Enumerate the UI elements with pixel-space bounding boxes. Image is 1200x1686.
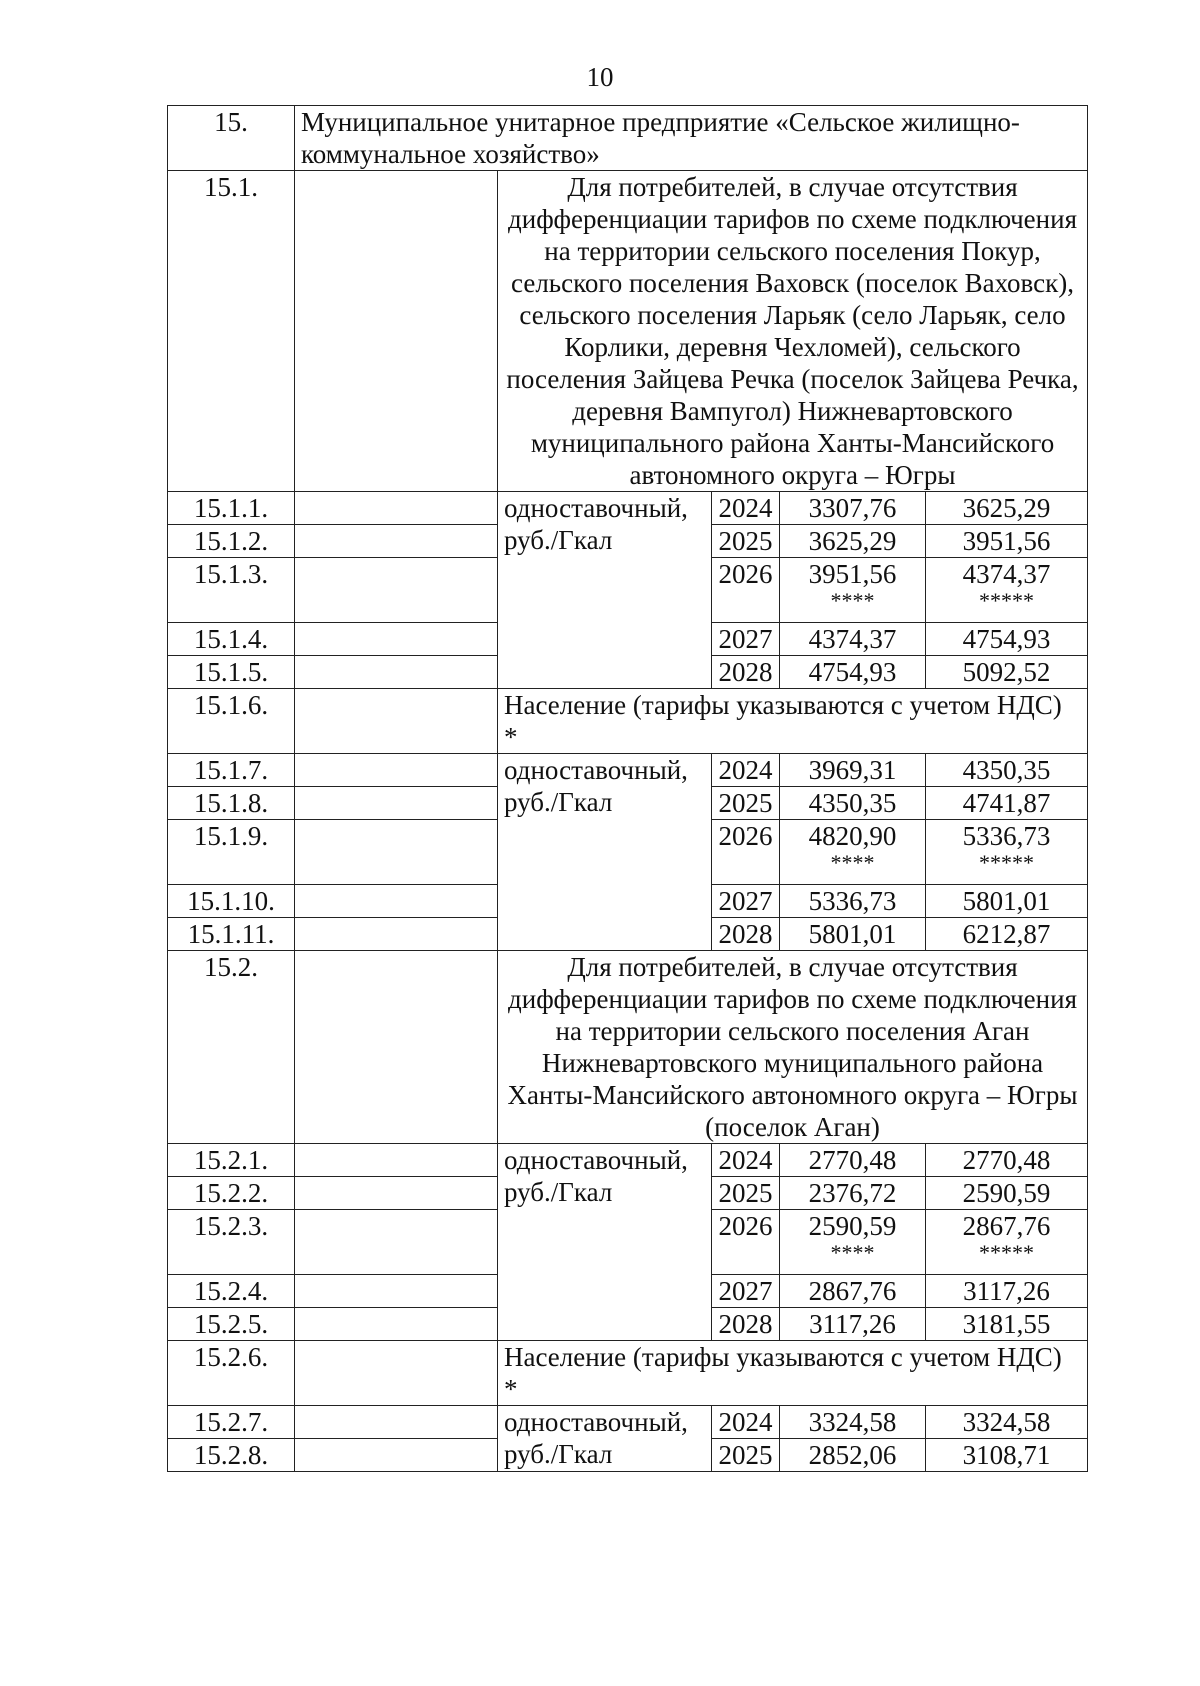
section-row [168, 171, 1088, 492]
tariff-value [780, 820, 926, 885]
row-number: 15.1.6. [168, 689, 295, 754]
tariff-value [780, 787, 926, 820]
empty-cell [295, 951, 498, 1144]
empty-cell [295, 1177, 498, 1210]
empty-cell [295, 918, 498, 951]
tariff-value [926, 1308, 1088, 1341]
row-number: 15.1. [168, 171, 295, 492]
tariff-value-text: 5801,01 [962, 886, 1051, 916]
tariff-value [926, 787, 1088, 820]
tariff-value [780, 1439, 926, 1472]
table-row [168, 492, 1088, 525]
tariff-value-text: 4754,93 [808, 657, 897, 687]
empty-cell [295, 1406, 498, 1439]
year-cell: 2026 [712, 1210, 780, 1275]
tariff-value [926, 885, 1088, 918]
tariff-value-text: 4741,87 [962, 788, 1051, 818]
tariff-value [926, 525, 1088, 558]
tariff-value-text: 3108,71 [962, 1440, 1051, 1470]
tariff-value-text: 3625,29 [808, 526, 897, 556]
empty-cell [295, 492, 498, 525]
year-cell: 2024 [712, 754, 780, 787]
row-number: 15.1.11. [168, 918, 295, 951]
row-number: 15.1.9. [168, 820, 295, 885]
year-cell: 2026 [712, 820, 780, 885]
empty-cell [295, 623, 498, 656]
section-title: Для потребителей, в случае отсутствия дифференциации тарифов по схеме подключения на территории сельского поселения Покур, сельского поселения Ваховск (поселок Ваховск), сельского поселения Ларьяк (село Ларьяк, село Корлики, деревня Чехломей), сельского поселения Зайцева Речка (поселок Зайцева Речка, деревня Вампугол) Нижневартовского муниципального района Ханты-Мансийского автономного округа – Югры [498, 171, 1088, 492]
row-number: 15.1.1. [168, 492, 295, 525]
empty-cell [295, 820, 498, 885]
tariff-value-text: 4350,35 [962, 755, 1051, 785]
tariff-value-text: 2590,59 [808, 1211, 897, 1241]
year-cell: 2025 [712, 525, 780, 558]
row-number: 15.2.8. [168, 1439, 295, 1472]
tariff-value [780, 1177, 926, 1210]
population-title: Население (тарифы указываются с учетом НДС) * [498, 1341, 1088, 1406]
row-number: 15.1.7. [168, 754, 295, 787]
tariff-value-text: 5336,73 [962, 821, 1051, 851]
org-row [168, 106, 1088, 171]
table-row [168, 1406, 1088, 1439]
tariff-value-text: 5801,01 [808, 919, 897, 949]
footnote-mark: **** [830, 588, 875, 613]
year-cell: 2028 [712, 1308, 780, 1341]
tariff-value [926, 656, 1088, 689]
tariff-value [780, 1275, 926, 1308]
section-row [168, 951, 1088, 1144]
tariff-value [926, 1406, 1088, 1439]
tariff-value [780, 1144, 926, 1177]
empty-cell [295, 171, 498, 492]
tariff-value-text: 4374,37 [962, 559, 1051, 589]
row-number: 15.1.2. [168, 525, 295, 558]
tariff-type: одноставочный, руб./Гкал [498, 1144, 712, 1341]
year-cell: 2028 [712, 918, 780, 951]
row-number: 15. [168, 106, 295, 171]
footnote-mark: **** [830, 1240, 875, 1265]
year-cell: 2024 [712, 1144, 780, 1177]
tariff-value [780, 525, 926, 558]
tariff-value [780, 1406, 926, 1439]
empty-cell [295, 558, 498, 623]
empty-cell [295, 1275, 498, 1308]
tariff-value-text: 3951,56 [808, 559, 897, 589]
year-cell: 2027 [712, 623, 780, 656]
row-number: 15.1.4. [168, 623, 295, 656]
empty-cell [295, 754, 498, 787]
row-number: 15.2.1. [168, 1144, 295, 1177]
tariff-value [780, 885, 926, 918]
row-number: 15.2.5. [168, 1308, 295, 1341]
tariff-value [926, 820, 1088, 885]
tariff-value-text: 3625,29 [962, 493, 1051, 523]
tariff-value-text: 3324,58 [808, 1407, 897, 1437]
empty-cell [295, 885, 498, 918]
tariff-value-text: 3324,58 [962, 1407, 1051, 1437]
tariff-value [926, 1210, 1088, 1275]
org-title: Муниципальное унитарное предприятие «Сельское жилищно-коммунальное хозяйство» [295, 106, 1088, 171]
tariff-value [926, 492, 1088, 525]
row-number: 15.2.6. [168, 1341, 295, 1406]
row-number: 15.2.2. [168, 1177, 295, 1210]
section-title: Для потребителей, в случае отсутствия дифференциации тарифов по схеме подключения на территории сельского поселения Аган Нижневартовского муниципального района Ханты-Мансийского автономного округа – Югры (поселок Аган) [498, 951, 1088, 1144]
tariff-value-text: 4350,35 [808, 788, 897, 818]
year-cell: 2024 [712, 492, 780, 525]
tariff-value-text: 5092,52 [962, 657, 1051, 687]
row-number: 15.2.7. [168, 1406, 295, 1439]
tariff-value-text: 2770,48 [808, 1145, 897, 1175]
empty-cell [295, 1210, 498, 1275]
row-number: 15.1.8. [168, 787, 295, 820]
tariff-value [926, 1439, 1088, 1472]
tariff-value-text: 4754,93 [962, 624, 1051, 654]
empty-cell [295, 1341, 498, 1406]
footnote-mark: ***** [979, 850, 1034, 875]
population-row [168, 1341, 1088, 1406]
tariff-value [926, 918, 1088, 951]
row-number: 15.1.3. [168, 558, 295, 623]
footnote-mark: ***** [979, 588, 1034, 613]
tariff-value-text: 4374,37 [808, 624, 897, 654]
page-number: 10 [586, 62, 614, 92]
tariff-value-text: 3307,76 [808, 493, 897, 523]
tariff-value-text: 2867,76 [808, 1276, 897, 1306]
year-cell: 2028 [712, 656, 780, 689]
tariff-value [780, 1210, 926, 1275]
empty-cell [295, 1439, 498, 1472]
tariff-value [780, 918, 926, 951]
tariff-value-text: 3951,56 [962, 526, 1051, 556]
row-number: 15.2.3. [168, 1210, 295, 1275]
empty-cell [295, 1308, 498, 1341]
table-row [168, 1144, 1088, 1177]
table-row [168, 754, 1088, 787]
tariff-value [780, 754, 926, 787]
tariff-value-text: 2867,76 [962, 1211, 1051, 1241]
tariff-type: одноставочный, руб./Гкал [498, 492, 712, 689]
row-number: 15.2. [168, 951, 295, 1144]
tariff-value-text: 3117,26 [809, 1309, 896, 1339]
tariff-value [780, 623, 926, 656]
tariff-value [780, 558, 926, 623]
tariff-value-text: 6212,87 [962, 919, 1051, 949]
row-number: 15.1.5. [168, 656, 295, 689]
tariff-value-text: 2590,59 [962, 1178, 1051, 1208]
tariff-table [167, 105, 1088, 1472]
tariff-value-text: 2376,72 [808, 1178, 897, 1208]
tariff-value-text: 2852,06 [808, 1440, 897, 1470]
year-cell: 2026 [712, 558, 780, 623]
tariff-value-text: 3969,31 [808, 755, 897, 785]
tariff-value-text: 4820,90 [808, 821, 897, 851]
tariff-value [926, 623, 1088, 656]
empty-cell [295, 787, 498, 820]
tariff-value [780, 492, 926, 525]
year-cell: 2025 [712, 1439, 780, 1472]
tariff-value [780, 656, 926, 689]
year-cell: 2027 [712, 885, 780, 918]
tariff-value-text: 3181,55 [962, 1309, 1051, 1339]
tariff-type: одноставочный, руб./Гкал [498, 1406, 712, 1472]
tariff-value-text: 2770,48 [962, 1145, 1051, 1175]
empty-cell [295, 656, 498, 689]
footnote-mark: ***** [979, 1240, 1034, 1265]
year-cell: 2025 [712, 787, 780, 820]
tariff-value [926, 558, 1088, 623]
tariff-value-text: 3117,26 [963, 1276, 1050, 1306]
tariff-type: одноставочный, руб./Гкал [498, 754, 712, 951]
tariff-value [780, 1308, 926, 1341]
tariff-value [926, 1144, 1088, 1177]
population-row [168, 689, 1088, 754]
empty-cell [295, 525, 498, 558]
row-number: 15.2.4. [168, 1275, 295, 1308]
footnote-mark: **** [830, 850, 875, 875]
row-number: 15.1.10. [168, 885, 295, 918]
empty-cell [295, 689, 498, 754]
empty-cell [295, 1144, 498, 1177]
tariff-value-text: 5336,73 [808, 886, 897, 916]
year-cell: 2025 [712, 1177, 780, 1210]
year-cell: 2024 [712, 1406, 780, 1439]
population-title: Население (тарифы указываются с учетом НДС) * [498, 689, 1088, 754]
tariff-value [926, 1177, 1088, 1210]
year-cell: 2027 [712, 1275, 780, 1308]
tariff-value [926, 754, 1088, 787]
tariff-value [926, 1275, 1088, 1308]
